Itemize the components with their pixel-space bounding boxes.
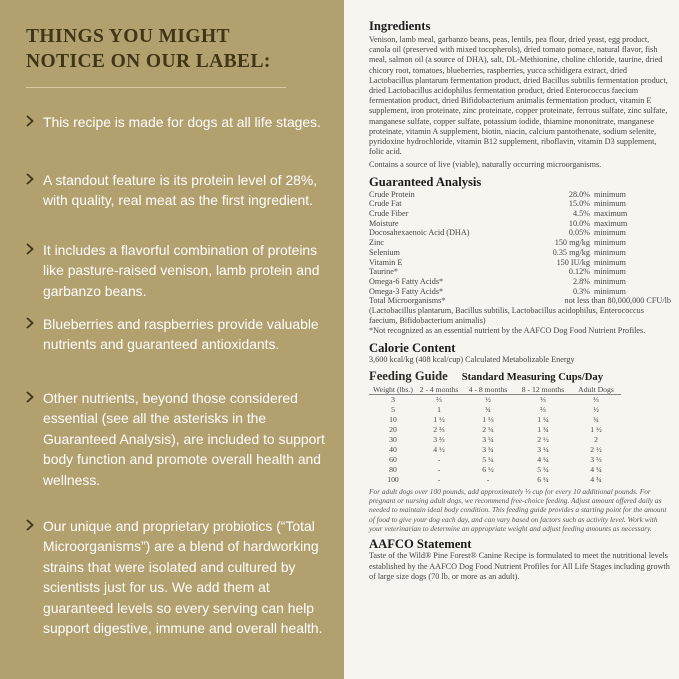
feeding-cell: - — [437, 454, 441, 464]
chevron-right-icon — [26, 317, 34, 329]
feeding-col-header: Adult Dogs — [571, 385, 621, 395]
ga-row-microorganisms: Total Microorganisms* not less than 80,000,000 CFU/lb — [369, 296, 671, 306]
feeding-guide-table — [369, 385, 621, 485]
ga-row: Omega-6 Fatty Acids* 2.8% minimum — [369, 276, 626, 286]
feeding-col-header: 2 - 4 months — [417, 385, 461, 395]
feeding-cell: 2 ⅔ — [433, 424, 445, 434]
feeding-guide-header — [369, 369, 671, 384]
feeding-row — [369, 455, 621, 465]
feeding-cell: 2 ½ — [590, 444, 602, 454]
heading-line-2: NOTICE ON OUR LABEL: — [26, 51, 271, 72]
calorie-title: Calorie Content — [369, 340, 456, 355]
chevron-right-icon — [26, 115, 34, 127]
ga-row: Crude Fat 15.0% minimum — [369, 199, 626, 209]
chevron-right-icon — [26, 173, 34, 185]
feeding-note: For adult dogs over 100 pounds, add approximately ⅓ cup for every 10 additional pounds. For pregnant or nursing adult dogs, we recommend free-choice feeding. Adjust amount offered daily as needed to maintain ideal body condition. This feeding guide provides a starting point for the amount of food to give your dog each day, and can vary based on factors such as activity level. Work with your veterinarian to determine an appropriate weight and adjust feeding amounts as necessary. — [369, 486, 667, 534]
feeding-cell: ⅔ — [540, 404, 546, 414]
ga-row: Vitamin E 150 IU/kg minimum — [369, 257, 626, 267]
ingredients-title: Ingredients — [369, 19, 431, 33]
bullet-item: It includes a flavorful combination of proteins like pasture-raised venison, lamb protein and garbanzo beans. — [24, 240, 334, 301]
aafco-text: Taste of the Wild® Pine Forest® Canine Recipe is formulated to meet the nutritional levels established by the AAFCO Dog Food Nutrient Profiles for All Life Stages including growth of large size dogs (70 lb. or more as an adult). — [369, 551, 670, 581]
feeding-cell: 3 ¼ — [482, 434, 494, 444]
feeding-cell: 6 ¼ — [537, 474, 549, 484]
feeding-guide-subtitle: Standard Measuring Cups/Day — [461, 371, 603, 383]
feeding-cell: ⅔ — [436, 394, 442, 404]
feeding-cell: 80 — [389, 464, 397, 474]
feeding-cell: 3 ¼ — [537, 444, 549, 454]
feeding-row — [369, 445, 621, 455]
feeding-cell: - — [486, 474, 490, 484]
aafco-title: AAFCO Statement — [369, 537, 472, 552]
feeding-cell: 3 ¾ — [482, 444, 494, 454]
feeding-cell: 3 ⅓ — [590, 454, 602, 464]
feeding-cell: 5 — [391, 404, 395, 414]
feeding-cell: ½ — [485, 394, 491, 404]
feeding-cell: 1 — [437, 404, 441, 414]
feeding-cell: 5 ¼ — [537, 464, 549, 474]
feeding-cell: 6 ½ — [482, 464, 494, 474]
feeding-cell: 1 ½ — [590, 424, 602, 434]
feeding-cell: 100 — [387, 474, 399, 484]
feeding-cell: 60 — [389, 454, 397, 464]
feeding-cell: 1 ½ — [433, 414, 445, 424]
feeding-cell: ¾ — [593, 414, 599, 424]
feeding-col-header: 8 - 12 months — [515, 385, 571, 395]
chevron-right-icon — [26, 519, 34, 531]
bullet-item: Blueberries and raspberries provide valuable nutrients and guaranteed antioxidants. — [24, 314, 334, 355]
feeding-row — [369, 394, 621, 405]
feeding-cell: 2 ¼ — [482, 424, 494, 434]
chevron-right-icon — [26, 391, 34, 403]
feeding-cell: 20 — [389, 424, 397, 434]
feeding-cell: - — [437, 474, 441, 484]
ga-row: Zinc 150 mg/kg minimum — [369, 238, 626, 248]
feeding-cell: 3 ⅔ — [433, 434, 445, 444]
feeding-cell: 2 — [594, 434, 598, 444]
bullet-item: Our unique and proprietary probiotics (“Total Microorganisms”) are a blend of hardworking strains that were isolated and cultured by scientists just for us. We add them at guaranteed levels so every serving can help support digestive, immune and overall health. — [24, 516, 334, 638]
feeding-row — [369, 405, 621, 415]
feeding-cell: ⅓ — [593, 394, 599, 404]
bullet-item: This recipe is made for dogs at all life stages. — [24, 112, 334, 132]
nutrition-label-panel — [344, 0, 679, 679]
feeding-cell: 1 ⅓ — [482, 414, 494, 424]
feeding-cell: 3 — [391, 394, 395, 404]
feeding-row — [369, 475, 621, 485]
feeding-col-header: 4 - 8 months — [461, 385, 515, 395]
heading-line-1: THINGS YOU MIGHT — [26, 26, 230, 47]
feeding-cell: 40 — [389, 444, 397, 454]
bullet-item: Other nutrients, beyond those considered essential (see all the asterisks in the Guaranteed Analysis), are included to support body function and promote overall health and wellness. — [24, 388, 334, 490]
bullet-item: A standout feature is its protein level of 28%, with quality, real meat as the first ingredient. — [24, 170, 334, 211]
feeding-cell: 4 ¼ — [590, 464, 602, 474]
feeding-cell: 4 ¾ — [590, 474, 602, 484]
feeding-cell: ½ — [593, 404, 599, 414]
chevron-right-icon — [26, 243, 34, 255]
panel-heading — [26, 24, 326, 74]
ga-row: Omega-3 Fatty Acids* 0.3% minimum — [369, 286, 626, 296]
feeding-guide-title: Feeding Guide — [369, 368, 448, 383]
feeding-col-header: Weight (lbs.) — [369, 385, 417, 395]
microorganisms-detail: (Lactobacillus plantarum, Bacillus subtilis, Lactobacillus acidophilus, Enterococcus faecium, Bifidobacterium animalis) — [369, 306, 644, 326]
ga-row: Crude Fiber 4.5% maximum — [369, 209, 628, 219]
calorie-text: 3,600 kcal/kg (408 kcal/cup) Calculated Metabolizable Energy — [369, 354, 575, 364]
feeding-cell: 1 ¼ — [537, 414, 549, 424]
feeding-cell: 30 — [389, 434, 397, 444]
feeding-cell: 4 ½ — [433, 444, 445, 454]
ga-row: Moisture 10.0% maximum — [369, 218, 628, 228]
heading-divider — [26, 87, 286, 88]
guaranteed-analysis-title: Guaranteed Analysis — [369, 174, 482, 189]
feeding-cell: ⅓ — [540, 394, 546, 404]
ga-row: Crude Protein 28.0% minimum — [369, 189, 626, 199]
feeding-row — [369, 465, 621, 475]
ga-footnote: *Not recognized as an essential nutrient by the AAFCO Dog Food Nutrient Profiles. — [369, 326, 646, 336]
feeding-cell: ¾ — [485, 404, 491, 414]
ga-row: Docosahexaenoic Acid (DHA) 0.05% minimum — [369, 228, 626, 238]
feeding-row — [369, 435, 621, 445]
feeding-row — [369, 425, 621, 435]
guaranteed-analysis-table — [369, 190, 671, 306]
ga-row: Selenium 0.35 mg/kg minimum — [369, 247, 626, 257]
feeding-cell: 5 ¼ — [482, 454, 494, 464]
label-content — [369, 20, 671, 582]
feeding-cell: - — [437, 464, 441, 474]
ga-row: Taurine* 0.12% minimum — [369, 267, 626, 277]
feeding-cell: 10 — [389, 414, 397, 424]
feeding-cell: 1 ¾ — [537, 424, 549, 434]
ingredients-text: Venison, lamb meal, garbanzo beans, peas, lentils, pea flour, dried yeast, egg product, canola oil (preserved with mixed tocopherols), dried tomato pomace, natural flavor, fish meal, salmon oil (a source of DHA), salt, DL-Methionine, choline chloride, taurine, dried chicory root, tomatoes, blueberries, raspberries, yucca schidigera extract, dried Lactobacillus plantarum fermentation product, dried Bacillus subtilis fermentation product, dried Lactobacillus acidophilus fermentation product, dried Enterococcus faecium fermentation product, dried Bifidobacterium animalis fermentation product, vitamin E supplement, iron proteinate, zinc proteinate, copper proteinate, ferrous sulfate, zinc sulfate, manganese sulfate, copper sulfate, potassium iodide, thiamine mononitrate, manganese proteinate, vitamin A supplement, biotin, niacin, calcium pantothenate, sodium selenite, pyridoxine hydrochloride, vitamin B12 supplement, riboflavin, vitamin D3 supplement, folic acid. — [369, 35, 668, 157]
feeding-row — [369, 415, 621, 425]
live-microorganisms-note: Contains a source of live (viable), naturally occurring microorganisms. — [369, 160, 602, 170]
feeding-cell: 2 ½ — [537, 434, 549, 444]
feeding-cell: 4 ¼ — [537, 454, 549, 464]
